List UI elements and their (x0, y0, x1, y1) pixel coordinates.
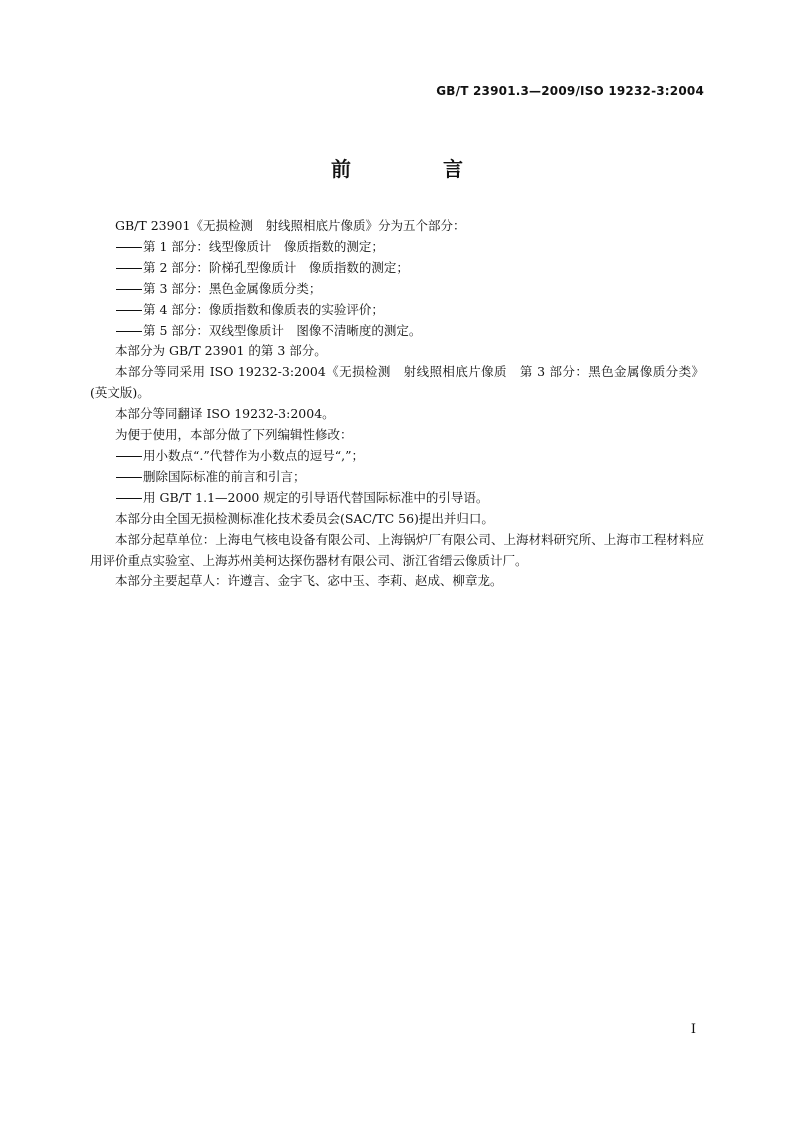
list-item (90, 300, 704, 321)
dash-marker (116, 498, 142, 499)
list-item-text: 第 5 部分：双线型像质计 图像不清晰度的测定。 (143, 322, 422, 338)
paragraph: 本部分主要起草人：许遵言、金宇飞、宓中玉、李莉、赵成、柳章龙。 (115, 573, 503, 589)
paragraph: GB/T 23901《无损检测 射线照相底片像质》分为五个部分： (115, 218, 466, 233)
list-item-text: 第 2 部分：阶梯孔型像质计 像质指数的测定； (143, 259, 409, 275)
page-number: I (690, 1022, 696, 1037)
list-item-text: 第 4 部分：像质指数和像质表的实验评价； (143, 301, 384, 317)
list-item (90, 467, 704, 488)
list-item-text: 删除国际标准的前言和引言； (143, 468, 306, 484)
dash-marker (116, 477, 142, 478)
list-item-text: 第 1 部分：线型像质计 像质指数的测定； (143, 238, 384, 254)
list-item (90, 258, 704, 279)
list-item (90, 488, 704, 509)
list-item (90, 279, 704, 300)
paragraph: 为便于使用，本部分做了下列编辑性修改： (115, 427, 353, 443)
foreword-body (90, 216, 704, 592)
paragraph: 本部分由全国无损检测标准化技术委员会(SAC/TC 56)提出并归口。 (115, 510, 494, 526)
dash-marker (116, 247, 142, 248)
paragraph: 本部分等同采用 ISO 19232-3:2004《无损检测 射线照相底片像质 第 3 部分：黑色金属像质分类》(英文版)。 (90, 364, 704, 401)
list-item (90, 237, 704, 258)
paragraph: 本部分等同翻译 ISO 19232-3:2004。 (115, 406, 335, 422)
standard-code-header: GB/T 23901.3—2009/ISO 19232-3:2004 (436, 84, 704, 98)
list-item-text: 用小数点“.”代替作为小数点的逗号“,”； (143, 447, 365, 463)
dash-marker (116, 268, 142, 269)
dash-marker (116, 310, 142, 311)
list-item (90, 321, 704, 342)
dash-marker (116, 331, 142, 332)
dash-marker (116, 456, 142, 457)
list-item-text: 用 GB/T 1.1—2000 规定的引导语代替国际标准中的引导语。 (143, 489, 489, 505)
list-item (90, 446, 704, 467)
dash-marker (116, 289, 142, 290)
paragraph: 本部分为 GB/T 23901 的第 3 部分。 (115, 343, 327, 359)
list-item-text: 第 3 部分：黑色金属像质分类； (143, 280, 322, 296)
paragraph: 本部分起草单位：上海电气核电设备有限公司、上海锅炉厂有限公司、上海材料研究所、上海市工程材料应用评价重点实验室、上海苏州美柯达探伤器材有限公司、浙江省缙云像质计厂。 (90, 531, 704, 568)
page-title: 前 言 (331, 157, 499, 181)
